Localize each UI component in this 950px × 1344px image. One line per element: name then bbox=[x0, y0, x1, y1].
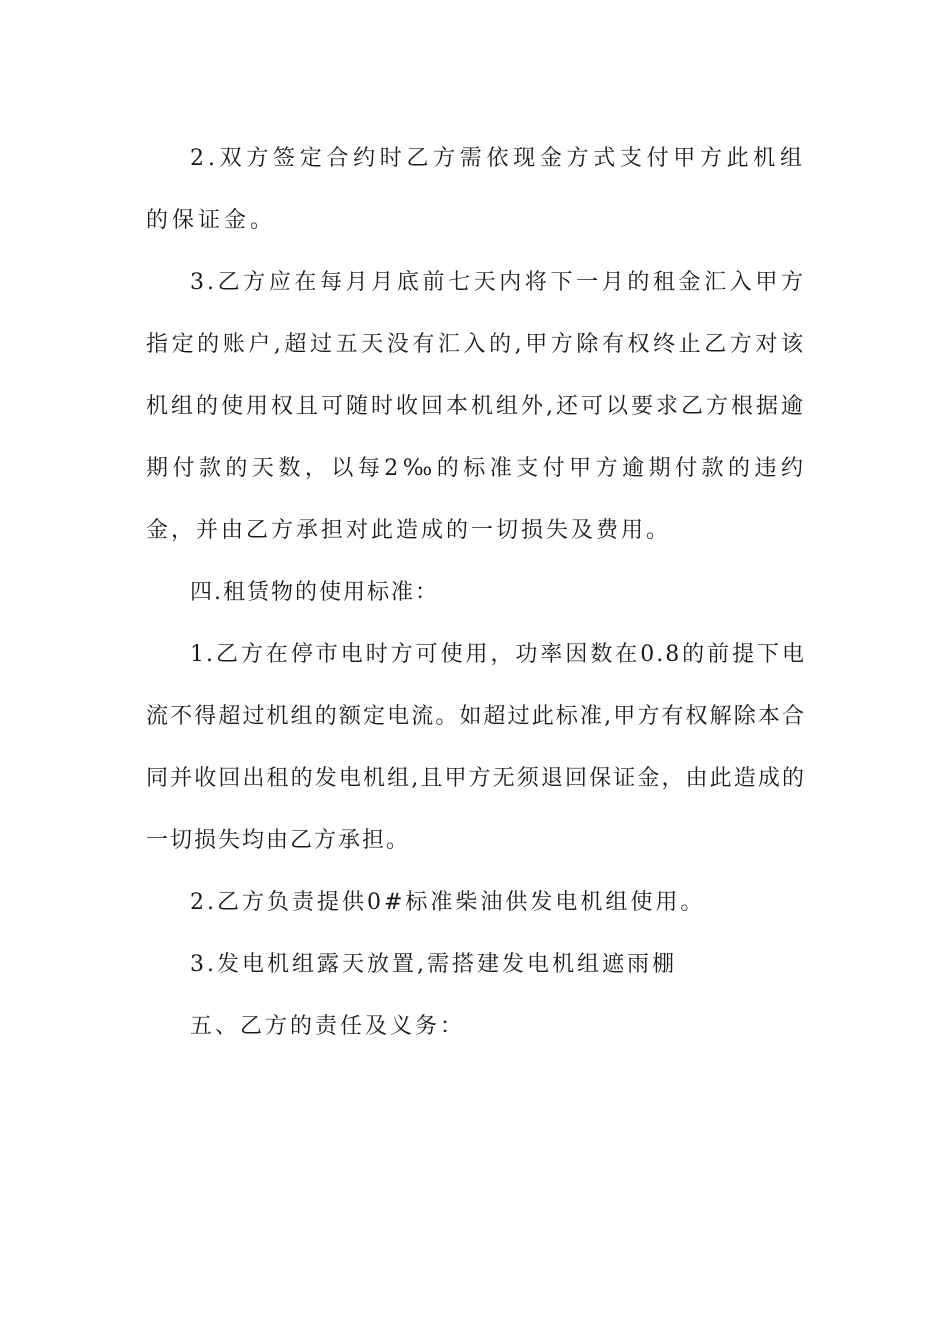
paragraph-diesel-supply: 2.乙方负责提供0#标准柴油供发电机组使用。 bbox=[190, 890, 706, 915]
section-heading-lessee-duties: 五、乙方的责任及义务： bbox=[190, 1014, 466, 1039]
section-heading-usage-standard: 四.租赁物的使用标准： bbox=[190, 580, 439, 605]
paragraph-usage-conditions: 1.乙方在停市电时方可使用，功率因数在0.8的前提下电流不得超过机组的额定电流。如超过此标准,甲方有权解除本合同并收回出租的发电机组,且甲方无须退回保证金，由此造成的一切损失均由乙方承担。 bbox=[146, 642, 806, 853]
paragraph-rain-shelter: 3.发电机组露天放置,需搭建发电机组遮雨棚 bbox=[190, 952, 677, 977]
paragraph-deposit: 2.双方签定合约时乙方需依现金方式支付甲方此机组的保证金。 bbox=[146, 146, 806, 233]
paragraph-rent-payment: 3.乙方应在每月月底前七天内将下一月的租金汇入甲方指定的账户,超过五天没有汇入的,甲方除有权终止乙方对该机组的使用权且可随时收回本机组外,还可以要求乙方根据逾期付款的天数，以每2‰的标准支付甲方逾期付款的违约金，并由乙方承担对此造成的一切损失及费用。 bbox=[146, 270, 806, 543]
document-body bbox=[146, 128, 806, 1058]
